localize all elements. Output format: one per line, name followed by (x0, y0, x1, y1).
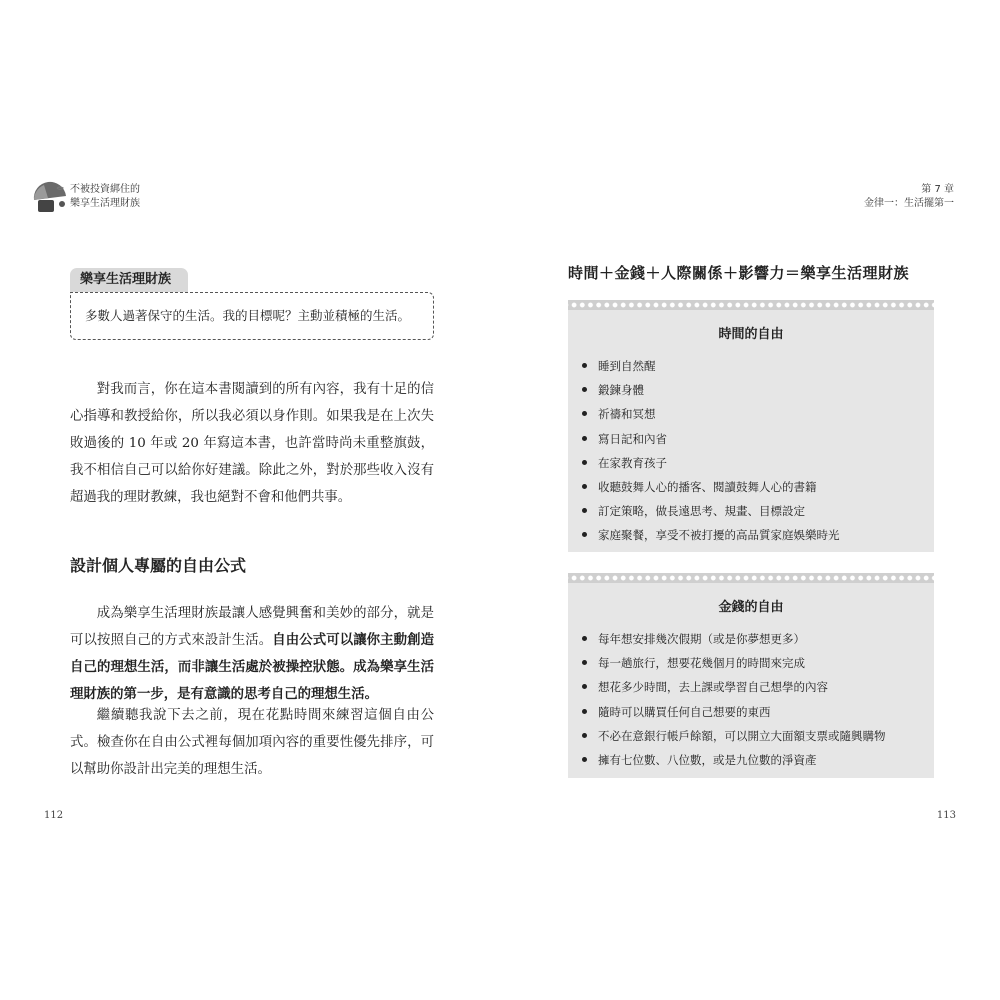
card-list (568, 627, 934, 772)
list-item: 不必在意銀行帳戶餘額，可以開立大面額支票或隨興購物 (582, 724, 934, 748)
page-number-right: 113 (936, 810, 956, 821)
list-item: 每年想安排幾次假期（或是你夢想更多） (582, 627, 934, 651)
list-item: 隨時可以購買任何自己想要的東西 (582, 700, 934, 724)
list-item: 訂定策略，做長遠思考、規畫、目標設定 (582, 499, 934, 523)
callout-box: 多數人過著保守的生活。我的目標呢？主動並積極的生活。 (70, 292, 434, 340)
list-item: 鍛鍊身體 (582, 378, 934, 402)
list-item: 收聽鼓舞人心的播客、閱讀鼓舞人心的書籍 (582, 475, 934, 499)
body-paragraph-2 (70, 600, 434, 708)
list-item: 睡到自然醒 (582, 354, 934, 378)
book-title-line2: 樂享生活理財族 (70, 198, 140, 209)
list-item: 每一趟旅行，想要花幾個月的時間來完成 (582, 651, 934, 675)
card-dotted-border (568, 300, 934, 310)
list-item: 擁有七位數、八位數，或是九位數的淨資產 (582, 748, 934, 772)
callout-tab: 樂享生活理財族 (70, 268, 188, 292)
list-item: 祈禱和冥想 (582, 402, 934, 426)
running-header-left (70, 183, 140, 211)
book-logo (30, 176, 70, 214)
book-title-line1: 不被投資綁住的 (70, 184, 140, 195)
list-item: 寫日記和內省 (582, 427, 934, 451)
time-freedom-card (568, 300, 934, 552)
money-freedom-card (568, 573, 934, 778)
para2-normal-text: 成為樂享生活理財族最讓人感覺興奮和美妙的部分，就是可以按照自己的方式來設計生活。 (70, 606, 434, 648)
card-list (568, 354, 934, 548)
card-title: 時間的自由 (718, 327, 784, 342)
chapter-number: 第 7 章 (921, 184, 954, 195)
para2-bold-text: 自由公式可以讓你主動創造自己的理想生活，而非讓生活處於被操控狀態。成為樂享生活理財族的第一步，是有意識的思考自己的理想生活。 (70, 632, 435, 702)
body-paragraph-3: 繼續聽我說下去之前，現在花點時間來練習這個自由公式。檢查你在自由公式裡每個加項內容的重要性優先排序，可以幫助你設計出完美的理想生活。 (70, 708, 434, 777)
list-item: 在家教育孩子 (582, 451, 934, 475)
body-paragraph-1: 對我而言，你在這本書閱讀到的所有內容，我有十足的信心指導和教授給你，所以我必須以身作則。如果我是在上次失敗過後的 10 年或 20 年寫這本書，也許當時尚未重整旗鼓，我不相信自己可以給你好建議。除此之外，對於那些收入沒有超過我的理財教練，我也絕對不會和他們共事。 (70, 382, 434, 505)
list-item: 家庭聚餐，享受不被打擾的高品質家庭娛樂時光 (582, 523, 934, 547)
card-dotted-border (568, 573, 934, 583)
running-header-right (864, 183, 954, 211)
card-title: 金錢的自由 (718, 600, 784, 615)
list-item: 想花多少時間，去上課或學習自己想學的內容 (582, 675, 934, 699)
section-heading: 設計個人專屬的自由公式 (70, 556, 247, 575)
freedom-formula: 時間＋金錢＋人際關係＋影響力＝樂享生活理財族 (568, 264, 910, 282)
chapter-title: 金律一：生活擺第一 (864, 198, 954, 209)
page-number-left: 112 (44, 810, 64, 821)
